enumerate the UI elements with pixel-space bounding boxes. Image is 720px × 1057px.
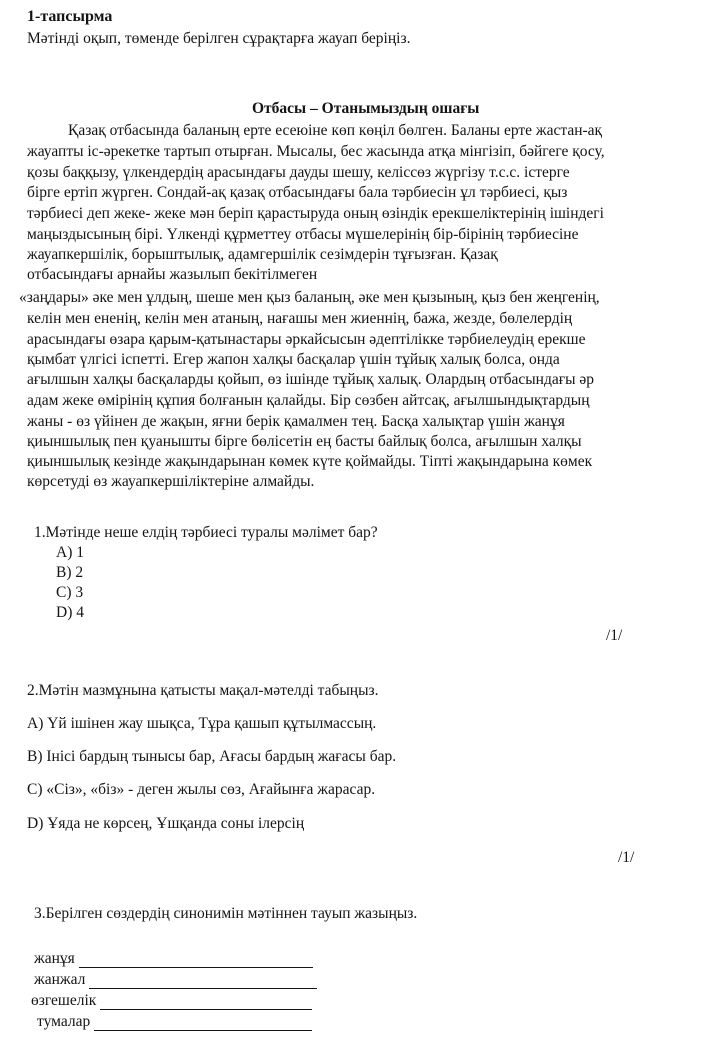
text-line: жаны - өз үйінен де жақын, яғни берік қамалмен тең. Басқа халықтар үшін жанұя <box>27 413 565 430</box>
q2-option-d: D) Ұяда не көрсең, Ұшқанда соны ілерсің <box>27 815 305 832</box>
question-1: 1.Мәтінде неше елдің тәрбиесі туралы мәлімет бар? <box>34 524 378 541</box>
answer-line[interactable] <box>100 995 312 1010</box>
q1-option-b: В) 2 <box>56 564 84 581</box>
synonym-word: жанұя <box>34 950 75 967</box>
text-line: бірге ертіп жүрген. Сондай-ақ қазақ отбасындағы бала тәрбиесін ұл тәрбиесі, қыз <box>27 184 568 201</box>
synonym-row <box>37 1013 312 1031</box>
answer-line[interactable] <box>89 974 317 989</box>
text-line: отбасындағы арнайы жазылып бекітілмеген <box>27 266 318 283</box>
q2-option-c: С) «Сіз», «біз» - деген жылы сөз, Ағайынға жарасар. <box>27 781 376 798</box>
synonym-word: өзгешелік <box>31 992 97 1009</box>
text-line: жауапты іс-әрекетке тартып отырған. Мысалы, бес жасында атқа мінгізіп, бәйгеге қосу, <box>27 143 605 160</box>
text-line: адам жеке өмірінің құпия болғанын қалайды. Бір сөзбен айтсақ, ағылшындықтардың <box>27 392 590 409</box>
text-line: маңыздысының бірі. Үлкенді құрметтеу отбасы мүшелерінің бір-бірінің тәрбиесіне <box>27 226 579 243</box>
text-line: арасындағы өзара қарым-қатынастары әркайсысын әдептілікке тәрбиелеудің ерекше <box>27 331 586 348</box>
answer-line[interactable] <box>94 1016 312 1031</box>
task-instruction: Мәтінді оқып, төменде берілген сұрақтарға жауап беріңіз. <box>27 30 411 47</box>
q1-option-d: D) 4 <box>56 604 84 621</box>
answer-line[interactable] <box>79 953 313 968</box>
q2-score: /1/ <box>618 849 635 866</box>
q1-score: /1/ <box>606 627 623 644</box>
task-title: 1-тапсырма <box>27 8 113 25</box>
text-line: тәрбиесі деп жеке- жеке мән беріп қарастыруда оның өзіндік ерекшеліктерінің ішіндегі <box>27 205 604 222</box>
q2-option-b: В) Інісі бардың тынысы бар, Ағасы бардың жағасы бар. <box>27 748 397 765</box>
text-line: қиыншылық кезінде жақындарынан көмек күте қоймайды. Тіпті жақындарына көмек <box>27 453 593 470</box>
q2-option-a: А) Үй ішінен жау шықса, Тұра қашып құтылмассың. <box>27 715 377 732</box>
synonym-word: тумалар <box>37 1013 91 1030</box>
synonym-word: жанжал <box>34 971 86 988</box>
text-line: «заңдары» әке мен ұлдың, шеше мен қыз баланың, әке мен қызының, қыз бен жеңгенің, <box>19 289 600 306</box>
synonym-row <box>34 950 313 968</box>
text-line: қозы баққызу, үлкендердің арасындағы дауды шешу, келіссөз жүргізу т.с.с. істерге <box>27 164 570 181</box>
synonym-row <box>34 971 317 989</box>
question-2: 2.Мәтін мазмұнына қатысты мақал-мәтелді табыңыз. <box>27 682 379 699</box>
text-line: көрсетуді өз жауапкершіліктеріне алмайды. <box>27 473 315 490</box>
text-line: қымбат үлгісі іспетті. Егер жапон халқы басқалар үшін тұйық халық болса, онда <box>27 351 560 368</box>
text-line: келін мен ененің, келін мен атаның, нағашы мен жиеннің, бажа, жезде, бөлелердің <box>27 310 573 327</box>
synonym-row <box>31 992 312 1010</box>
q1-option-a: А) 1 <box>56 544 84 561</box>
question-3: 3.Берілген сөздердің синонимін мәтіннен тауып жазыңыз. <box>34 905 418 922</box>
text-line: қиыншылық пен қуанышты бірге бөлісетін ең басты байлық болса, ағылшын халқы <box>27 433 582 450</box>
text-line: жауапкершілік, борыштылық, адамгершілік сезімдерін тұғызған. Қазақ <box>27 246 498 263</box>
text-line: ағылшын халқы басқаларды қойып, өз ішінде тұйық халық. Олардың отбасындағы әр <box>27 371 594 388</box>
text-line: Қазақ отбасында баланың ерте есеюіне көп көңіл бөлген. Баланы ерте жастан-ақ <box>68 122 603 139</box>
text-title: Отбасы – Отанымыздың ошағы <box>252 100 480 117</box>
q1-option-c: С) 3 <box>56 584 84 601</box>
